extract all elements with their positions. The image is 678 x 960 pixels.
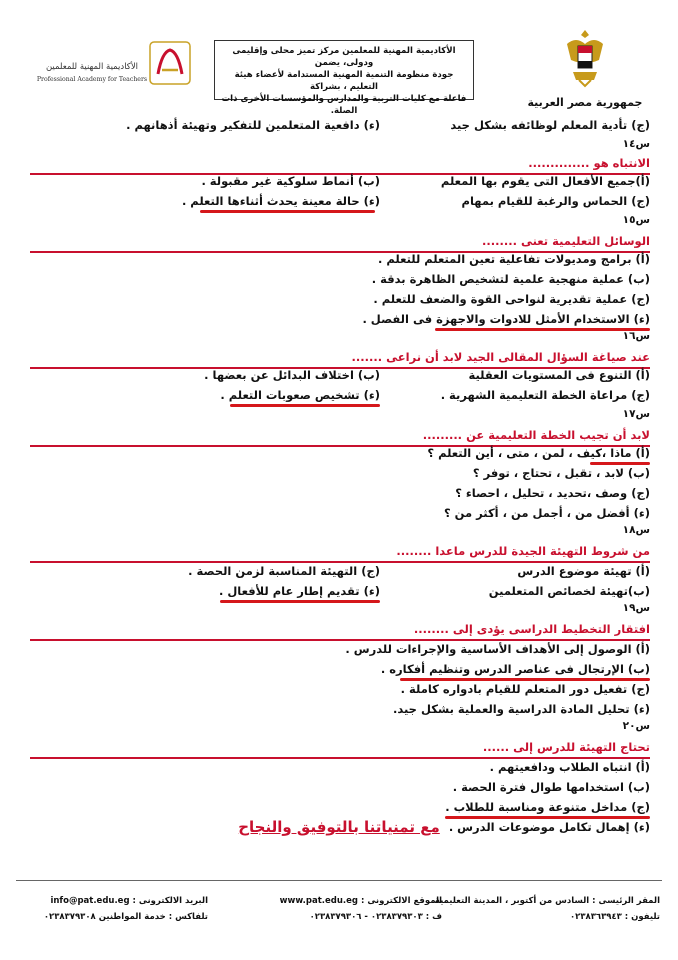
answer-option: (ء) حالة معينة يحدث أثناءها التعلم . [181,194,380,208]
question-stem [414,622,650,636]
answer-option: (ج) الحماس والرغبة للقيام بمهام [461,194,650,208]
blank-dots: ......... [422,428,463,442]
answer-option-pair [30,194,650,210]
answer-option: (ج) مراعاة الخطة التعليمية الشهرية . [440,388,650,402]
answer-option-pair [30,118,650,134]
answer-highlight-underline [230,404,380,407]
answer-option: (أ) انتباه الطلاب ودافعيتهم . [489,760,650,774]
blank-dots: .............. [528,156,590,170]
question-text: عند صياغة السؤال المقالى الجيد لابد أن نراعى [386,350,650,364]
answer-option: (ب) أنماط سلوكية غير مقبولة . [201,174,380,188]
answer-option-pair [30,174,650,190]
answer-option-pair [30,584,650,600]
blank-dots: ...... [482,740,510,754]
footer-phone: تليفون : ٠٢٣٨٣٦٣٩٤٣ [569,912,660,922]
question-number: س١٧ [622,408,650,420]
answer-highlight-underline [435,328,650,331]
answer-option-pair [30,388,650,404]
answer-option-pair [30,368,650,384]
mission-line: فاعلة مع كليات التربية والمدارس والمؤسسات الأخرى ذات الصلة. [221,94,467,116]
country-header [510,26,660,109]
question-number: س١٤ [622,138,650,150]
answer-option: (ج) تفعيل دور المتعلم للقيام بادواره كاملة . [400,682,650,696]
blank-dots: ........ [396,544,432,558]
answer-option: (ب) لابد ، تقبل ، تحتاج ، توفر ؟ [472,466,650,480]
answer-option: (ج) التهيئة المناسبة لزمن الحصة . [188,564,380,578]
answer-option: (ج) مداخل متنوعة ومناسبة للطلاب . [445,800,650,814]
footer-hotline: تلفاكس : خدمة المواطنين ٠٢٣٨٣٧٩٣٠٨ [43,912,208,922]
answer-option: (ء) أفضل من ، أجمل من ، أكثر من ؟ [444,506,650,520]
answer-option: (أ) التنوع فى المستويات العقلية [468,368,650,382]
question-number: س١٥ [622,214,650,226]
question-underline [30,561,650,563]
answer-highlight-underline [200,210,375,213]
question-stem [396,544,650,558]
question-number: س١٦ [622,330,650,342]
footer-web [280,893,442,925]
answer-option: (ء) تشخيص صعوبات التعلم . [220,388,380,402]
question-number: س١٩ [622,602,650,614]
country-name: جمهورية مصر العربية [527,96,643,109]
blank-dots: ........ [413,622,449,636]
question-underline [30,757,650,759]
answer-option: (ء) تحليل المادة الدراسية والعملية بشكل جيد. [392,702,650,716]
answer-highlight-underline [590,462,650,465]
answer-option: (ب) الإرتجال فى عناصر الدرس وتنظيم أفكاره . [380,662,650,676]
answer-option: (ب) عملية منهجية علمية لتشخيص الظاهرة بدقة . [371,272,650,286]
question-text: الانتباه هو [593,156,650,170]
question-number: س٢٠ [622,720,650,732]
answer-highlight-underline [400,678,650,681]
mission-line: الأكاديمية المهنية للمعلمين مركز تميز محلى وإقليمى ودولى، يضمن [232,46,456,68]
answer-option-pair [30,564,650,580]
footer-address [435,893,660,925]
answer-highlight-underline [220,600,380,603]
question-text: تحتاج التهيئة للدرس إلى [513,740,650,754]
footer-divider [16,880,662,881]
blank-dots: ....... [351,350,383,364]
question-text: لابد أن تجيب الخطة التعليمية عن [466,428,650,442]
closing-message: مع تمنياتنا بالتوفيق والنجاح [238,818,440,836]
footer-email[interactable]: البريد الالكترونى : info@pat.edu.eg [50,896,208,906]
question-stem [482,234,650,248]
question-text: افتقار التخطيط الدراسى يؤدى إلى [452,622,650,636]
academy-name-ar: الأكاديمية المهنية للمعلمين [45,62,139,72]
footer-contact [44,893,208,925]
footer-website[interactable]: الموقع الالكترونى : www.pat.edu.eg [279,896,442,906]
footer-hq: المقر الرئيسى : السادس من أكتوبر ، المدينة التعليمية [434,896,660,906]
answer-option: (ب) اختلاف البدائل عن بعضها . [204,368,380,382]
answer-option: (أ) تهيئة موضوع الدرس [517,564,650,578]
academy-name-en: Professional Academy for Teachers [36,76,148,83]
mission-statement-box [214,40,474,116]
question-text: الوسائل التعليمية تعنى [520,234,650,248]
question-stem [352,350,650,364]
question-stem [528,156,650,170]
answer-option: (ج) عملية تقديرية لنواحى القوة والضعف للتعلم . [373,292,650,306]
question-stem [423,428,650,442]
question-number: س١٨ [622,524,650,536]
answer-option: (أ) الوصول إلى الأهداف الأساسية والإجراءات للدرس . [345,642,650,656]
answer-option: (ء) إهمال تكامل موضوعات الدرس . [448,820,650,834]
egypt-eagle-emblem-icon [563,26,607,88]
answer-option: (ء) دافعية المتعلمين للتفكير وتهيئة أذهانهم . [126,118,380,132]
footer-fax: ف : ٠٢٣٨٣٧٩٣٠٣ - ٠٢٣٨٣٧٩٣٠٦ [309,912,442,922]
question-text: من شروط التهيئة الجيدة للدرس ماعدا [435,544,650,558]
answer-option: (أ) ماذا ،كيف ، لمن ، متى ، أين التعلم ؟ [427,446,650,460]
question-stem [483,740,650,754]
answer-option: (أ)جميع الأفعال التى يقوم بها المعلم [440,174,650,188]
answer-option: (ء) الاستخدام الأمثل للادوات والاجهزة فى الفصل . [362,312,650,326]
answer-option: (ج) تأدية المعلم لوظائفه بشكل جيد [450,118,650,132]
blank-dots: ........ [481,234,517,248]
answer-option: (ج) وصف ،تحديد ، تحليل ، احصاء ؟ [455,486,650,500]
answer-option: (ب) استخدامها طوال فترة الحصة . [452,780,650,794]
answer-option: (أ) برامج ومديولات تفاعلية تعين المتعلم للتعلم . [378,252,650,266]
question-underline [30,639,650,641]
answer-option: (ء) تقديم إطار عام للأفعال . [218,584,380,598]
mission-line: جودة منظومة التنمية المهنية المستدامة لأعضاء هيئة التعليم ، بشراكة [234,70,454,92]
academy-logo [18,40,188,90]
answer-option: (ب)تهيئة لخصائص المتعلمين [488,584,650,598]
academy-logo-mark-icon [148,40,192,86]
